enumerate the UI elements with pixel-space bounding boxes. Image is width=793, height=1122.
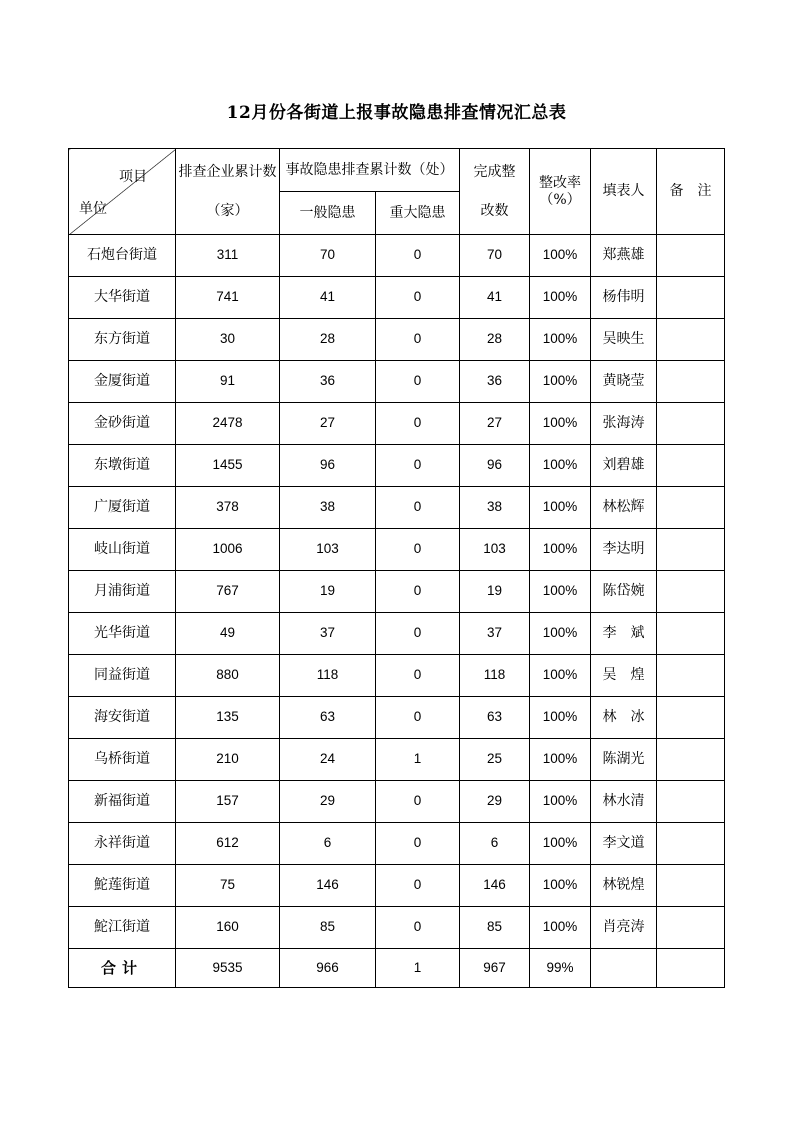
cell-major-hazards: 0 xyxy=(376,865,460,907)
cell-major-hazards: 0 xyxy=(376,361,460,403)
cell-remark xyxy=(657,655,725,697)
cell-rectification-rate: 100% xyxy=(530,655,591,697)
cell-remark xyxy=(657,445,725,487)
table-row xyxy=(69,613,725,655)
cell-filler: 林水清 xyxy=(591,781,657,823)
header-completed xyxy=(460,149,530,235)
cell-completed: 85 xyxy=(460,907,530,949)
header-hazards-group: 事故隐患排查累计数（处） xyxy=(280,149,460,192)
cell-completed: 146 xyxy=(460,865,530,907)
cell-unit: 月浦街道 xyxy=(69,571,176,613)
header-enterprises-line1: 排查企业累计数 xyxy=(178,163,277,180)
table-row xyxy=(69,277,725,319)
cell-completed: 70 xyxy=(460,235,530,277)
cell-completed: 29 xyxy=(460,781,530,823)
cell-rectification-rate: 100% xyxy=(530,781,591,823)
cell-completed: 63 xyxy=(460,697,530,739)
cell-major-hazards: 0 xyxy=(376,907,460,949)
cell-remark xyxy=(657,865,725,907)
cell-remark xyxy=(657,487,725,529)
cell-unit: 乌桥街道 xyxy=(69,739,176,781)
table-row xyxy=(69,235,725,277)
cell-unit: 金厦街道 xyxy=(69,361,176,403)
cell-completed: 6 xyxy=(460,823,530,865)
cell-filler: 张海涛 xyxy=(591,403,657,445)
cell-completed: 25 xyxy=(460,739,530,781)
cell-rectification-rate: 100% xyxy=(530,697,591,739)
cell-completed: 28 xyxy=(460,319,530,361)
cell-completed: 41 xyxy=(460,277,530,319)
cell-rectification-rate: 100% xyxy=(530,361,591,403)
cell-rectification-rate: 100% xyxy=(530,739,591,781)
cell-remark xyxy=(657,781,725,823)
cell-enterprises: 49 xyxy=(176,613,280,655)
cell-remark xyxy=(657,319,725,361)
cell-enterprises: 741 xyxy=(176,277,280,319)
cell-rectification-rate: 100% xyxy=(530,487,591,529)
cell-completed: 19 xyxy=(460,571,530,613)
table-body xyxy=(69,235,725,949)
cell-rectification-rate: 100% xyxy=(530,445,591,487)
cell-rectification-rate: 100% xyxy=(530,319,591,361)
cell-filler: 黄晓莹 xyxy=(591,361,657,403)
cell-major-hazards: 0 xyxy=(376,403,460,445)
cell-rectification-rate: 100% xyxy=(530,571,591,613)
cell-completed: 118 xyxy=(460,655,530,697)
cell-major-hazards: 0 xyxy=(376,445,460,487)
cell-rectification-rate: 100% xyxy=(530,865,591,907)
cell-enterprises: 160 xyxy=(176,907,280,949)
cell-general-hazards: 24 xyxy=(280,739,376,781)
cell-enterprises: 75 xyxy=(176,865,280,907)
cell-filler: 林 冰 xyxy=(591,697,657,739)
cell-general-hazards: 146 xyxy=(280,865,376,907)
table-row xyxy=(69,697,725,739)
total-completed: 967 xyxy=(460,949,530,988)
cell-filler: 吴映生 xyxy=(591,319,657,361)
total-major: 1 xyxy=(376,949,460,988)
cell-major-hazards: 0 xyxy=(376,487,460,529)
cell-general-hazards: 70 xyxy=(280,235,376,277)
cell-unit: 东方街道 xyxy=(69,319,176,361)
cell-rectification-rate: 100% xyxy=(530,277,591,319)
cell-general-hazards: 63 xyxy=(280,697,376,739)
table-title: 12月份各街道上报事故隐患排查情况汇总表 xyxy=(226,103,567,123)
header-major-hazard: 重大隐患 xyxy=(376,192,460,235)
cell-general-hazards: 27 xyxy=(280,403,376,445)
header-general-hazard: 一般隐患 xyxy=(280,192,376,235)
cell-filler: 林松辉 xyxy=(591,487,657,529)
cell-rectification-rate: 100% xyxy=(530,403,591,445)
cell-remark xyxy=(657,529,725,571)
table-row xyxy=(69,445,725,487)
total-rate: 99% xyxy=(530,949,591,988)
header-unit-label: 单位 xyxy=(79,201,107,218)
cell-remark xyxy=(657,403,725,445)
cell-completed: 37 xyxy=(460,613,530,655)
header-enterprises xyxy=(176,149,280,235)
cell-general-hazards: 29 xyxy=(280,781,376,823)
cell-major-hazards: 0 xyxy=(376,277,460,319)
cell-general-hazards: 19 xyxy=(280,571,376,613)
cell-unit: 海安街道 xyxy=(69,697,176,739)
cell-rectification-rate: 100% xyxy=(530,907,591,949)
header-remark: 备 注 xyxy=(657,149,725,235)
cell-general-hazards: 6 xyxy=(280,823,376,865)
header-filler: 填表人 xyxy=(591,149,657,235)
cell-unit: 鮀莲街道 xyxy=(69,865,176,907)
cell-enterprises: 1006 xyxy=(176,529,280,571)
cell-major-hazards: 0 xyxy=(376,529,460,571)
cell-unit: 岐山街道 xyxy=(69,529,176,571)
cell-completed: 96 xyxy=(460,445,530,487)
cell-enterprises: 1455 xyxy=(176,445,280,487)
cell-filler: 陈岱婉 xyxy=(591,571,657,613)
cell-general-hazards: 103 xyxy=(280,529,376,571)
cell-major-hazards: 0 xyxy=(376,655,460,697)
cell-filler: 杨伟明 xyxy=(591,277,657,319)
cell-unit: 鮀江街道 xyxy=(69,907,176,949)
cell-unit: 石炮台街道 xyxy=(69,235,176,277)
total-label: 合计 xyxy=(69,949,176,988)
cell-major-hazards: 0 xyxy=(376,571,460,613)
total-row xyxy=(69,949,725,988)
cell-general-hazards: 118 xyxy=(280,655,376,697)
cell-rectification-rate: 100% xyxy=(530,613,591,655)
cell-general-hazards: 96 xyxy=(280,445,376,487)
cell-enterprises: 157 xyxy=(176,781,280,823)
cell-unit: 东墩街道 xyxy=(69,445,176,487)
table-row xyxy=(69,655,725,697)
table-row xyxy=(69,865,725,907)
cell-enterprises: 210 xyxy=(176,739,280,781)
table-row xyxy=(69,487,725,529)
cell-unit: 光华街道 xyxy=(69,613,176,655)
cell-unit: 大华街道 xyxy=(69,277,176,319)
cell-filler: 肖亮涛 xyxy=(591,907,657,949)
cell-major-hazards: 0 xyxy=(376,319,460,361)
cell-general-hazards: 38 xyxy=(280,487,376,529)
total-general: 966 xyxy=(280,949,376,988)
cell-filler: 陈湖光 xyxy=(591,739,657,781)
cell-unit: 同益街道 xyxy=(69,655,176,697)
cell-major-hazards: 0 xyxy=(376,613,460,655)
cell-remark xyxy=(657,571,725,613)
cell-general-hazards: 41 xyxy=(280,277,376,319)
table-row xyxy=(69,403,725,445)
cell-major-hazards: 0 xyxy=(376,823,460,865)
table-row xyxy=(69,361,725,403)
cell-remark xyxy=(657,235,725,277)
total-filler xyxy=(591,949,657,988)
cell-major-hazards: 0 xyxy=(376,781,460,823)
cell-unit: 新福街道 xyxy=(69,781,176,823)
header-rate-line2: （%） xyxy=(539,191,581,208)
cell-enterprises: 767 xyxy=(176,571,280,613)
cell-remark xyxy=(657,361,725,403)
header-completed-line1: 完成整 xyxy=(473,163,516,180)
cell-enterprises: 612 xyxy=(176,823,280,865)
cell-enterprises: 311 xyxy=(176,235,280,277)
cell-unit: 永祥街道 xyxy=(69,823,176,865)
cell-rectification-rate: 100% xyxy=(530,235,591,277)
total-enterprises: 9535 xyxy=(176,949,280,988)
table-row xyxy=(69,739,725,781)
cell-filler: 刘碧雄 xyxy=(591,445,657,487)
header-rate xyxy=(530,149,591,235)
cell-enterprises: 91 xyxy=(176,361,280,403)
cell-filler: 李文道 xyxy=(591,823,657,865)
cell-remark xyxy=(657,697,725,739)
table-row xyxy=(69,823,725,865)
cell-remark xyxy=(657,277,725,319)
cell-filler: 郑燕雄 xyxy=(591,235,657,277)
cell-completed: 27 xyxy=(460,403,530,445)
cell-rectification-rate: 100% xyxy=(530,529,591,571)
cell-enterprises: 135 xyxy=(176,697,280,739)
header-item-label: 项目 xyxy=(119,169,147,185)
table-row xyxy=(69,529,725,571)
table-row xyxy=(69,907,725,949)
cell-remark xyxy=(657,907,725,949)
cell-remark xyxy=(657,613,725,655)
cell-completed: 36 xyxy=(460,361,530,403)
cell-general-hazards: 37 xyxy=(280,613,376,655)
hazard-summary-table xyxy=(68,148,725,988)
table-row xyxy=(69,319,725,361)
cell-rectification-rate: 100% xyxy=(530,823,591,865)
cell-general-hazards: 36 xyxy=(280,361,376,403)
header-rate-line1: 整改率 xyxy=(539,174,581,191)
cell-filler: 李 斌 xyxy=(591,613,657,655)
cell-unit: 广厦街道 xyxy=(69,487,176,529)
cell-filler: 李达明 xyxy=(591,529,657,571)
cell-remark xyxy=(657,823,725,865)
table-row xyxy=(69,571,725,613)
cell-major-hazards: 1 xyxy=(376,739,460,781)
total-remark xyxy=(657,949,725,988)
cell-enterprises: 2478 xyxy=(176,403,280,445)
cell-general-hazards: 28 xyxy=(280,319,376,361)
cell-enterprises: 378 xyxy=(176,487,280,529)
cell-major-hazards: 0 xyxy=(376,235,460,277)
header-completed-line2: 改数 xyxy=(480,202,509,219)
cell-major-hazards: 0 xyxy=(376,697,460,739)
cell-filler: 林锐煌 xyxy=(591,865,657,907)
table-row xyxy=(69,781,725,823)
cell-general-hazards: 85 xyxy=(280,907,376,949)
cell-enterprises: 30 xyxy=(176,319,280,361)
header-enterprises-line2: （家） xyxy=(206,202,249,219)
cell-remark xyxy=(657,739,725,781)
cell-enterprises: 880 xyxy=(176,655,280,697)
cell-completed: 103 xyxy=(460,529,530,571)
cell-completed: 38 xyxy=(460,487,530,529)
diagonal-header-cell xyxy=(69,149,176,235)
cell-filler: 吴 煌 xyxy=(591,655,657,697)
cell-unit: 金砂街道 xyxy=(69,403,176,445)
